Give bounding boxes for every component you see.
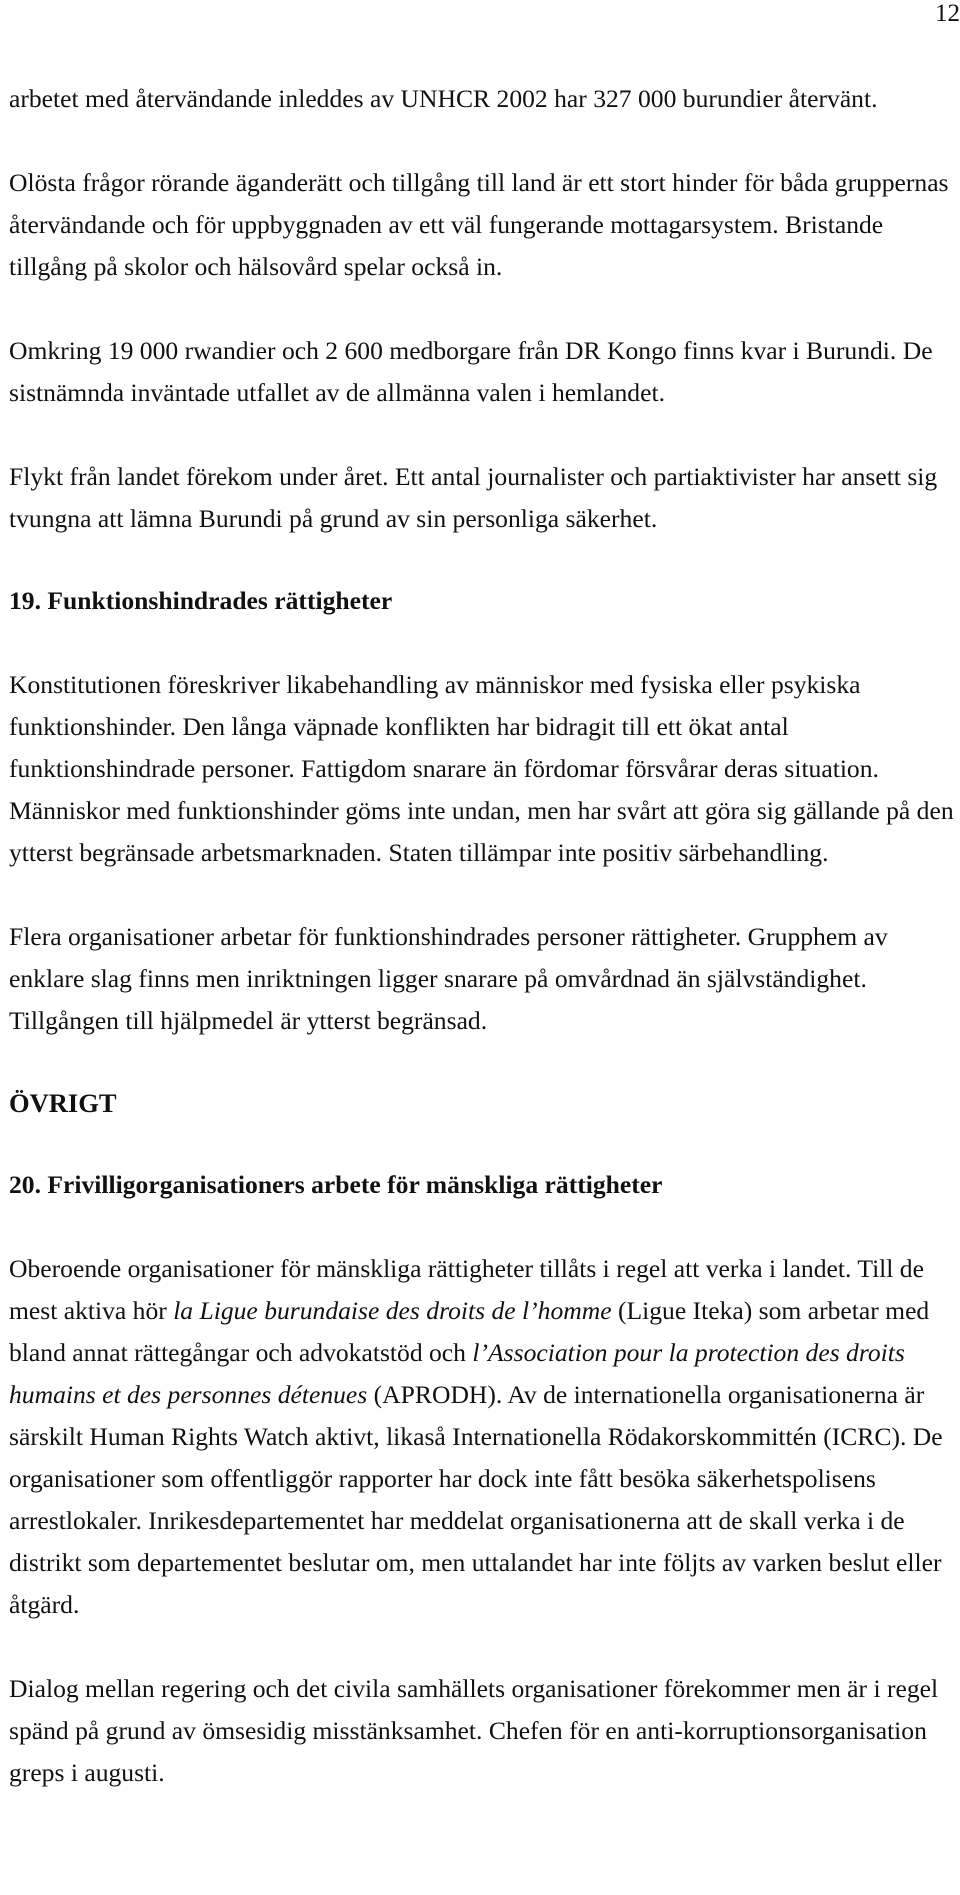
- paragraph-land-rights: Olösta frågor rörande äganderätt och tillgång till land är ett stort hinder för båda gruppernas återvändande och för uppbyggnaden av ett väl fungerande mottagarsystem. Bristande tillgång på skolor och hälsovård spelar också in.: [9, 168, 949, 281]
- main-heading-ovrigt: ÖVRIGT: [9, 1088, 117, 1118]
- organisation-name-italic: la Ligue burundaise des droits de l’homme: [173, 1296, 612, 1325]
- text-run: Oberoende organisationer för mänskliga rättigheter tillåts i regel att verka i landet. Till de mest aktiva hör: [9, 1254, 924, 1325]
- paragraph-flight: Flykt från landet förekom under året. Ett antal journalister och partiaktivister har ansett sig tvungna att lämna Burundi på grund av sin personliga säkerhet.: [9, 462, 938, 533]
- text-run: (APRODH). Av de internationella organisationerna är särskilt Human Rights Watch aktivt, likaså Internationella Rödakorskommittén (ICRC). De organisationer som offentliggör rapporter har dock inte fått besöka säkerhetspolisens arrestlokaler. Inrikesdepartementet har meddelat organisationerna att de skall verka i de distrikt som departementet beslutar om, men uttalandet har inte följts av varken beslut eller åtgärd.: [9, 1380, 943, 1619]
- paragraph-constitution: Konstitutionen föreskriver likabehandling av människor med fysiska eller psykiska funktionshinder. Den långa väpnade konflikten har bidragit till ett ökat antal funktionshindrade personer. Fattigdom snarare än fördomar försvårar deras situation. Människor med funktionshinder göms inte undan, men har svårt att göra sig gällande på den ytterst begränsade arbetsmarknaden. Staten tillämpar inte positiv särbehandling.: [9, 670, 954, 867]
- paragraph-ngo-activity: [9, 1248, 954, 1626]
- document-body: [9, 78, 954, 1794]
- section-heading-19: 19. Funktionshindrades rättigheter: [9, 586, 393, 615]
- page-number: 12: [935, 0, 960, 27]
- paragraph-refugees-remaining: Omkring 19 000 rwandier och 2 600 medborgare från DR Kongo finns kvar i Burundi. De sistnämnda inväntade utfallet av de allmänna valen i hemlandet.: [9, 336, 933, 407]
- paragraph-returnees: arbetet med återvändande inleddes av UNHCR 2002 har 327 000 burundier återvänt.: [9, 84, 878, 113]
- paragraph-organisations-disability: Flera organisationer arbetar för funktionshindrades personer rättigheter. Grupphem av enklare slag finns men inriktningen ligger snarare på omvårdnad än självständighet. Tillgången till hjälpmedel är ytterst begränsad.: [9, 922, 888, 1035]
- text-run: (Ligue Iteka) som arbetar med bland annat rättegångar och advokatstöd och: [9, 1296, 930, 1367]
- organisation-name-italic: l’Association pour la protection des droits humains et des personnes détenues: [9, 1338, 905, 1409]
- section-heading-20: 20. Frivilligorganisationers arbete för mänskliga rättigheter: [9, 1170, 663, 1199]
- paragraph-dialogue: Dialog mellan regering och det civila samhällets organisationer förekommer men är i regel spänd på grund av ömsesidig misstänksamhet. Chefen för en anti-korruptionsorganisation greps i augusti.: [9, 1674, 939, 1787]
